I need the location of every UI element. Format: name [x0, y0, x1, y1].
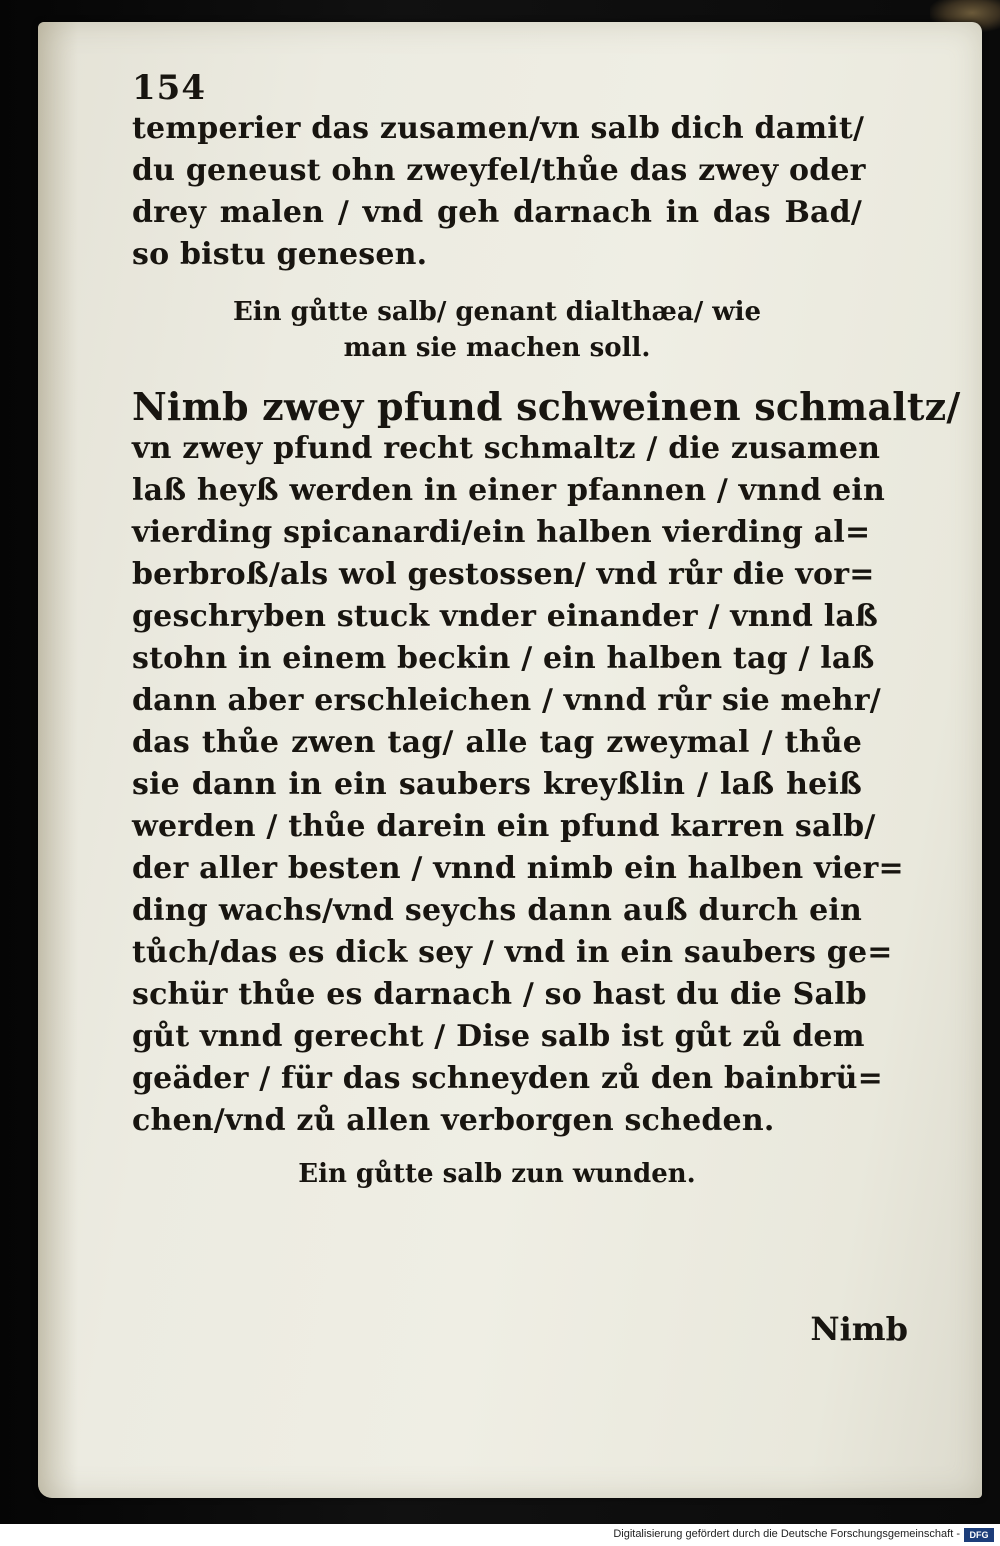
- text-line: der aller besten / vnnd nimb ein halben vier=: [132, 851, 904, 886]
- text-line: geschryben stuck vnder einander / vnnd laß: [132, 599, 878, 634]
- text-line: berbroß/als wol gestossen/ vnd růr die vor=: [132, 557, 875, 592]
- catchword: Nimb: [810, 1310, 908, 1348]
- text-line: das thůe zwen tag/ alle tag zweymal / thůe: [132, 725, 862, 760]
- text-line: werden / thůe darein ein pfund karren salb/: [132, 809, 876, 844]
- text-line: drey malen / vnd geh darnach in das Bad/: [132, 195, 862, 230]
- text-line: Nimb zwey pfund schweinen schmaltz/: [132, 384, 961, 429]
- text-line: chen/vnd zů allen verborgen scheden.: [132, 1103, 775, 1138]
- text-line: gůt vnnd gerecht / Dise salb ist gůt zů dem: [132, 1019, 865, 1054]
- footer-bar: [0, 1524, 1000, 1546]
- section-heading: [132, 294, 862, 366]
- text-line: so bistu genesen.: [132, 237, 428, 272]
- text-line: sie dann in ein saubers kreyßlin / laß heiß: [132, 767, 862, 802]
- funding-notice: Digitalisierung gefördert durch die Deutsche Forschungsgemeinschaft -: [613, 1528, 960, 1540]
- paragraph-1: [132, 108, 866, 276]
- text-line: tůch/das es dick sey / vnd in ein saubers ge=: [132, 935, 893, 970]
- text-line: geäder / für das schneyden zů den bainbrü=: [132, 1061, 883, 1096]
- text-line: laß heyß werden in einer pfannen / vnnd ein: [132, 473, 886, 508]
- page-number: 154: [132, 68, 206, 108]
- text-line: temperier das zusamen/vn salb dich damit/: [132, 111, 865, 146]
- text-line: dann aber erschleichen / vnnd růr sie mehr/: [132, 683, 881, 718]
- heading-line: Ein gůtte salb/ genant dialthæa/ wie: [232, 297, 762, 327]
- heading-line: man sie machen soll.: [343, 333, 651, 363]
- text-line: schür thůe es darnach / so hast du die Salb: [132, 977, 867, 1012]
- paragraph-2: [132, 384, 961, 1142]
- page-text: [132, 68, 961, 1192]
- text-line: stohn in einem beckin / ein halben tag / laß: [132, 641, 875, 676]
- text-line: vn zwey pfund recht schmaltz / die zusamen: [132, 431, 881, 466]
- dfg-logo-icon: DFG: [964, 1528, 994, 1542]
- text-line: ding wachs/vnd seychs dann auß durch ein: [132, 893, 862, 928]
- section-heading: Ein gůtte salb zun wunden.: [298, 1159, 696, 1189]
- text-line: vierding spicanardi/ein halben vierding al=: [132, 515, 871, 550]
- text-line: du geneust ohn zweyfel/thůe das zwey oder: [132, 153, 866, 188]
